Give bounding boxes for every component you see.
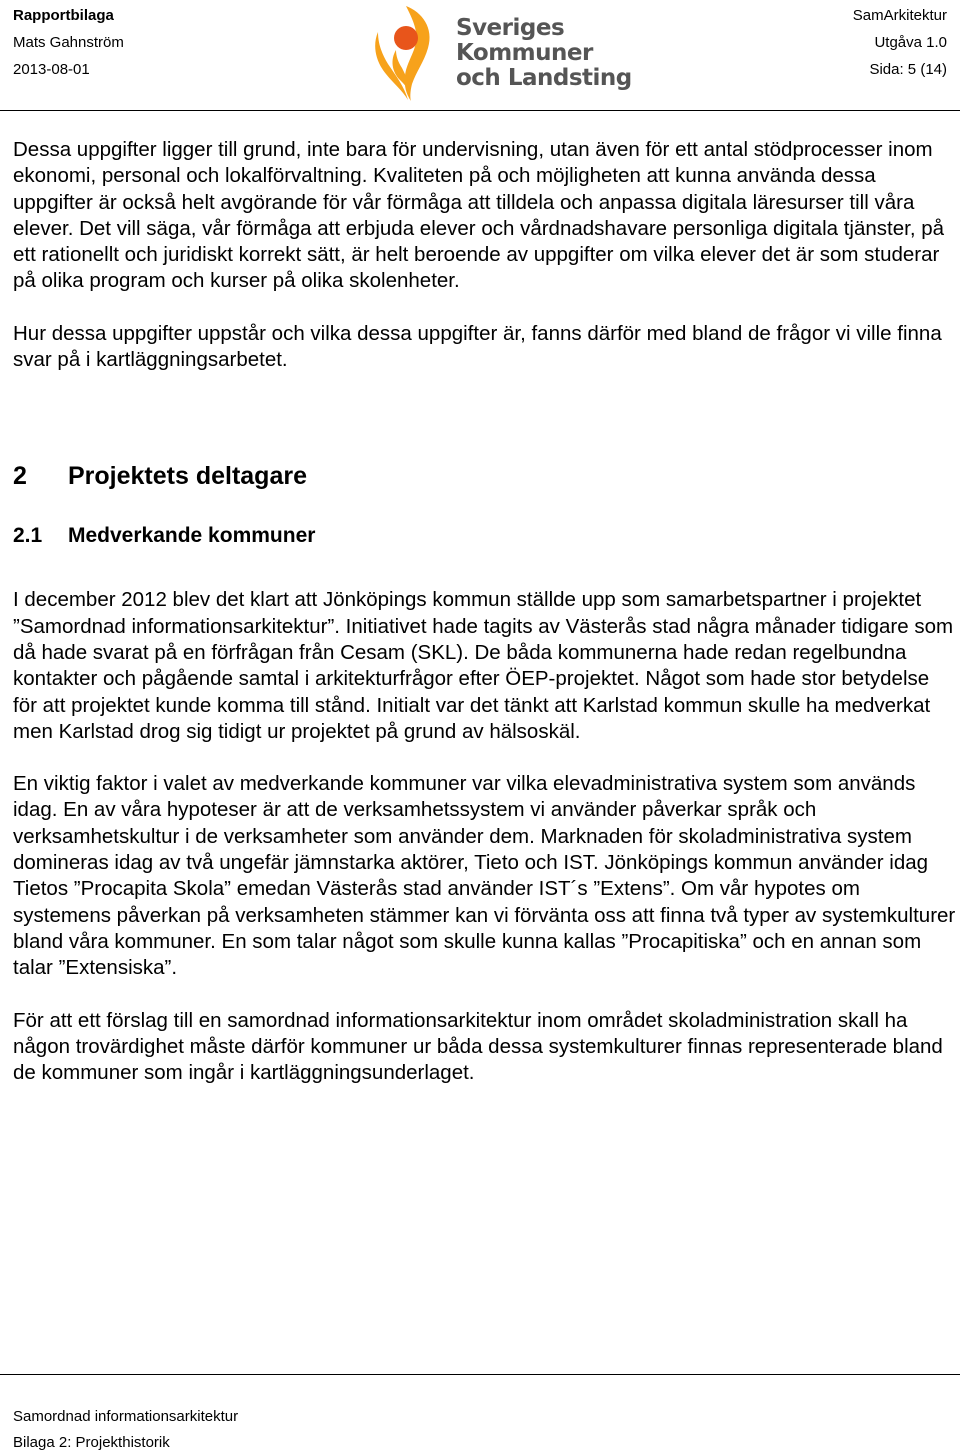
logo-line-1: Sveriges bbox=[456, 15, 565, 41]
footer-appendix: Bilaga 2: Projekthistorik bbox=[13, 1434, 170, 1451]
page-header bbox=[0, 0, 960, 112]
edition: Utgåva 1.0 bbox=[874, 34, 947, 51]
project-name: SamArkitektur bbox=[852, 7, 947, 24]
footer-divider bbox=[0, 1374, 960, 1375]
section-title: Projektets deltagare bbox=[68, 462, 307, 491]
subsection-number: 2.1 bbox=[13, 524, 43, 548]
section-heading bbox=[13, 461, 958, 491]
subsection-heading bbox=[13, 523, 958, 549]
page-footer bbox=[13, 1404, 238, 1456]
header-right bbox=[853, 2, 947, 83]
logo-line-3: och Landsting bbox=[456, 65, 632, 91]
skl-emblem-icon bbox=[370, 2, 450, 102]
header-divider bbox=[0, 110, 960, 111]
section-number: 2 bbox=[13, 462, 27, 491]
paragraph-1: Dessa uppgifter ligger till grund, inte bara för undervisning, utan även för ett antal stödprocesser inom ekonomi, personal och lokalförvaltning. Kvaliteten på och möjligheten att kunna använda dessa uppgifter är också helt avgörande för vår förmåga att tilldela och anpassa digitala läresurser till våra elever. Det vill säga, vår förmåga att erbjuda elever och vårdnadshavare personliga digitala tjänster, på ett rationellt och juridiskt korrekt sätt, är helt beroende av uppgifter om vilka elever det är som studerar på olika program och kurser på olika skolenheter. bbox=[13, 138, 945, 293]
report-title: Rapportbilaga bbox=[13, 7, 114, 24]
document-body bbox=[13, 137, 958, 1086]
footer-document-title: Samordnad informationsarkitektur bbox=[13, 1408, 239, 1425]
paragraph-5: För att ett förslag till en samordnad informationsarkitektur inom området skoladministration skall ha någon trovärdighet måste därför kommuner ur båda dessa systemkulturer finnas representerade bland de kommuner som ingår i kartläggningsunderlaget. bbox=[13, 1008, 943, 1085]
paragraph-2: Hur dessa uppgifter uppstår och vilka dessa uppgifter är, fanns därför med bland de frågor vi ville finna svar på i kartläggningsarbetet. bbox=[13, 321, 942, 372]
paragraph-3: I december 2012 blev det klart att Jönköpings kommun ställde upp som samarbetspartner i projektet ”Samordnad informationsarkitektur”. Initiativet hade tagits av Västerås stad några månader tidigare som då hade svarat på en förfrågan från Cesam (SKL). De båda kommunerna hade redan regelbundna kontakter och pågående samtal i arkitekturfrågor efter ÖEP-projektet. Något som hade stor betydelse för att projektet kunde komma till stånd. Initialt var det tänkt att Karlstad kommun skulle ha medverkat men Karlstad drog sig tidigt ur projektet på grund av hälsoskäl. bbox=[13, 588, 954, 743]
page-number: Sida: 5 (14) bbox=[869, 61, 947, 78]
skl-logo-text bbox=[456, 16, 632, 91]
header-left bbox=[13, 2, 124, 83]
paragraph-4: En viktig faktor i valet av medverkande kommuner var vilka elevadministrativa system som används idag. En av våra hypoteser är att de verksamhetssystem vi använder påverkar språk och verksamhetskultur i de verksamheter som använder dem. Marknaden för skoladministrativa system domineras idag av två ungefär jämnstarka aktörer, Tieto och IST. Jönköpings kommun använder idag Tietos ”Procapita Skola” emedan Västerås stad använder IST´s ”Extens”. Om vår hypotes om systemens påverkan på verksamheten stämmer kan vi förvänta oss att finna två typer av systemkulturer bland våra kommuner. En som talar något som skulle kunna kallas ”Procapitiska” och en annan som talar ”Extensiska”. bbox=[13, 772, 956, 980]
document-date: 2013-08-01 bbox=[13, 61, 90, 78]
logo-line-2: Kommuner bbox=[456, 40, 593, 66]
skl-logo bbox=[370, 2, 632, 102]
subsection-title: Medverkande kommuner bbox=[68, 524, 316, 548]
author-name: Mats Gahnström bbox=[13, 34, 124, 51]
